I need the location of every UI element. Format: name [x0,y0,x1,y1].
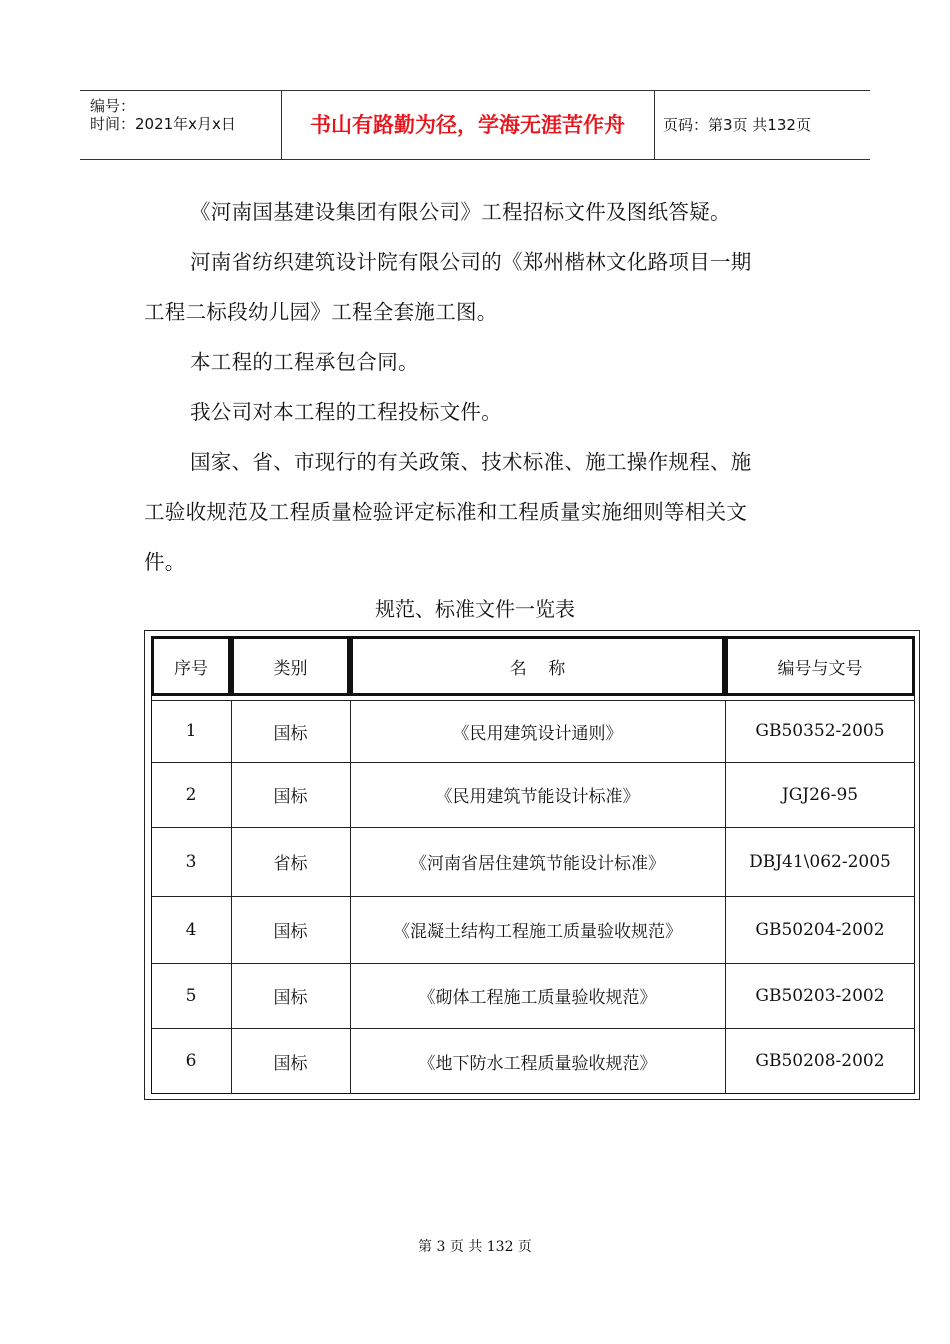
table-title: 规范、标准文件一览表 [375,597,575,621]
paragraph-line: 本工程的工程承包合同。 [190,350,419,374]
table-cell-index: 2 [185,784,197,805]
table-cell-code: GB50208-2002 [755,1051,885,1071]
table-header-cell: 编号与文号 [725,636,915,696]
table-cell-name: 《河南省居住建筑节能设计标准》 [410,854,665,874]
table-cell-category: 国标 [273,787,308,807]
paragraph-line: 河南省纺织建筑设计院有限公司的《郑州楷林文化路项目一期 [190,250,752,274]
table-header-cell: 类别 [231,636,350,696]
table-cell-index: 6 [185,1051,197,1071]
table-header-cell: 名 称 [350,636,725,696]
paragraph-line: 《河南国基建设集团有限公司》工程招标文件及图纸答疑。 [190,200,731,224]
table-cell-name: 《地下防水工程质量验收规范》 [418,1053,657,1074]
table-cell-name: 《砌体工程施工质量验收规范》 [418,988,657,1008]
header-page-info: 页码：第3页 共132页 [663,116,811,134]
table-cell-category: 国标 [273,723,308,744]
table-cell-code: GB50204-2002 [755,919,885,940]
paragraph-line: 我公司对本工程的工程投标文件。 [190,400,502,424]
table-cell-code: JGJ26-95 [781,784,859,805]
paragraph-line: 工程二标段幼儿园》工程全套施工图。 [144,300,498,324]
page-header [80,90,870,160]
header-meta [80,91,282,159]
table-cell-name: 《混凝土结构工程施工质量验收规范》 [393,922,682,942]
table-cell-index: 4 [185,919,197,940]
table-cell-code: GB50203-2002 [755,985,885,1006]
header-motto: 书山有路勤为径，学海无涯苦作舟 [281,91,655,159]
table-cell-code: DBJ41\062-2005 [749,851,891,872]
header-time-label: 时间：2021年x月x日 [90,115,236,133]
table-cell-category: 国标 [273,988,308,1008]
table-cell-index: 3 [185,851,197,872]
paragraph-line: 件。 [144,550,186,574]
table-cell-category: 省标 [273,854,308,874]
page-footer: 第 3 页 共 132 页 [418,1239,532,1255]
paragraph-line: 国家、省、市现行的有关政策、技术标准、施工操作规程、施 [190,450,752,474]
paragraph-line: 工验收规范及工程质量检验评定标准和工程质量实施细则等相关文 [144,500,748,524]
table-cell-category: 国标 [273,1053,308,1074]
table-cell-index: 1 [185,721,197,741]
table-cell-name: 《民用建筑节能设计标准》 [435,787,640,807]
table-cell-category: 国标 [273,922,308,942]
table-cell-index: 5 [185,985,197,1006]
table-cell-code: GB50352-2005 [755,721,885,741]
table-cell-name: 《民用建筑设计通则》 [452,723,623,744]
table-header-cell: 序号 [151,636,231,696]
header-number-label: 编号： [90,97,136,115]
